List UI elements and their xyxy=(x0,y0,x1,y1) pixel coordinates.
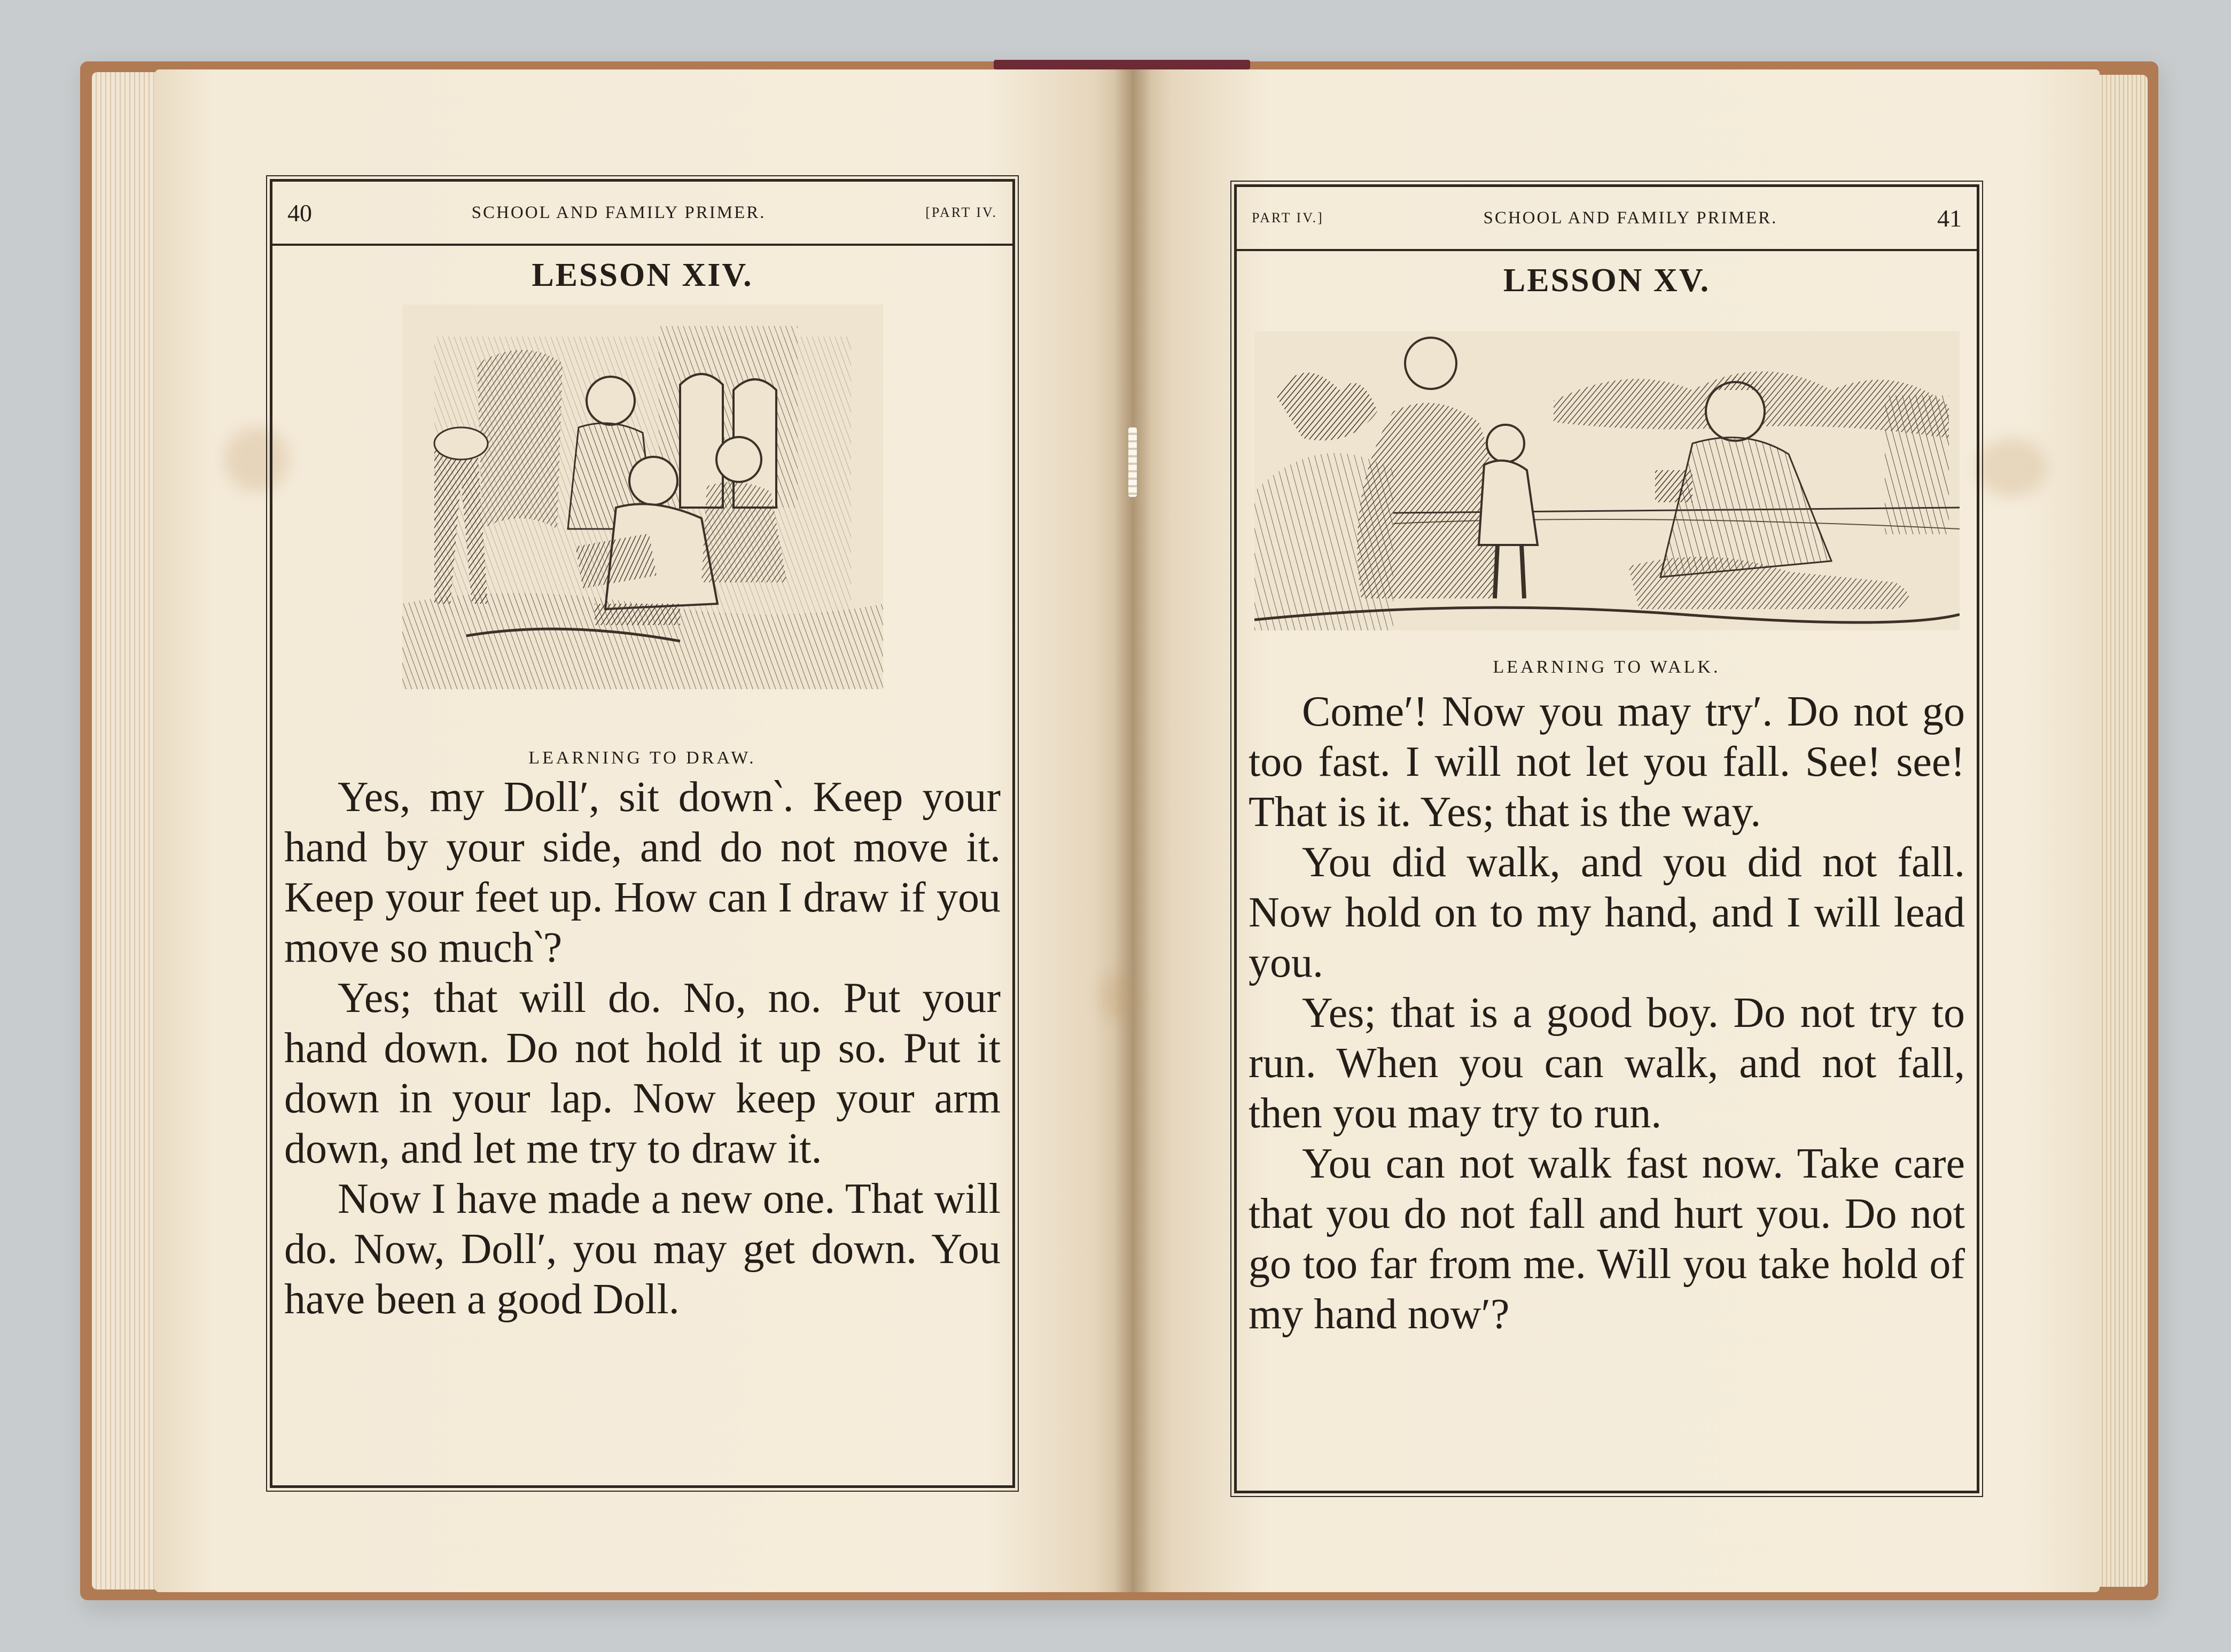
illustration-caption: LEARNING TO DRAW. xyxy=(528,748,756,768)
lesson-heading: LESSON XIV. xyxy=(532,257,753,293)
spine-top xyxy=(994,60,1250,69)
page-number: 41 xyxy=(1937,204,1962,232)
running-head-left xyxy=(272,182,1012,246)
paragraph: Yes, my Doll′, sit down‵. Keep your hand by your side, and do not move it. Keep your feet up. How can I draw if you move so much‵? xyxy=(284,774,1001,971)
lesson-body xyxy=(1249,687,1965,1339)
right-page-frame xyxy=(1234,184,1979,1493)
engraving-learning-to-walk xyxy=(1254,331,1960,630)
part-label: [PART IV. xyxy=(925,205,997,220)
paper-stain xyxy=(1977,438,2046,497)
paragraph: Now I have made a new one. That will do. Now, Doll′, you may get down. You have been a good Doll. xyxy=(284,1175,1001,1323)
book-gutter xyxy=(1114,69,1151,1592)
paper-stain xyxy=(1101,972,1133,1020)
paragraph: Yes; that will do. No, no. Put your hand down. Do not hold it up so. Put it down in your lap. Now keep your arm down, and let me try to draw it. xyxy=(284,975,1001,1172)
part-label: PART IV.] xyxy=(1252,210,1324,225)
left-page-frame xyxy=(270,179,1015,1488)
binding-stitch xyxy=(1128,427,1137,497)
paragraph: Come′! Now you may try′. Do not go too fast. I will not let you fall. See! see! That is it. Yes; that is the way. xyxy=(1249,688,1965,836)
drawing-scene-illustration xyxy=(402,305,883,689)
engraving-learning-to-draw xyxy=(402,305,883,689)
paragraph: You can not walk fast now. Take care that you do not fall and hurt you. Do not go too far from me. Will you take hold of my hand now′? xyxy=(1249,1140,1965,1338)
running-head-right xyxy=(1237,187,1977,251)
lesson-body xyxy=(284,772,1001,1324)
illustration-caption: LEARNING TO WALK. xyxy=(1493,657,1721,677)
page-number: 40 xyxy=(287,199,312,227)
lesson-heading: LESSON XV. xyxy=(1503,262,1711,299)
running-title: SCHOOL AND FAMILY PRIMER. xyxy=(1483,208,1778,228)
running-title: SCHOOL AND FAMILY PRIMER. xyxy=(471,202,766,222)
paragraph: You did walk, and you did not fall. Now hold on to my hand, and I will lead you. xyxy=(1249,839,1965,986)
walking-scene-illustration xyxy=(1254,331,1960,630)
paragraph: Yes; that is a good boy. Do not try to run. When you can walk, and not fall, then you may try to run. xyxy=(1249,989,1965,1137)
